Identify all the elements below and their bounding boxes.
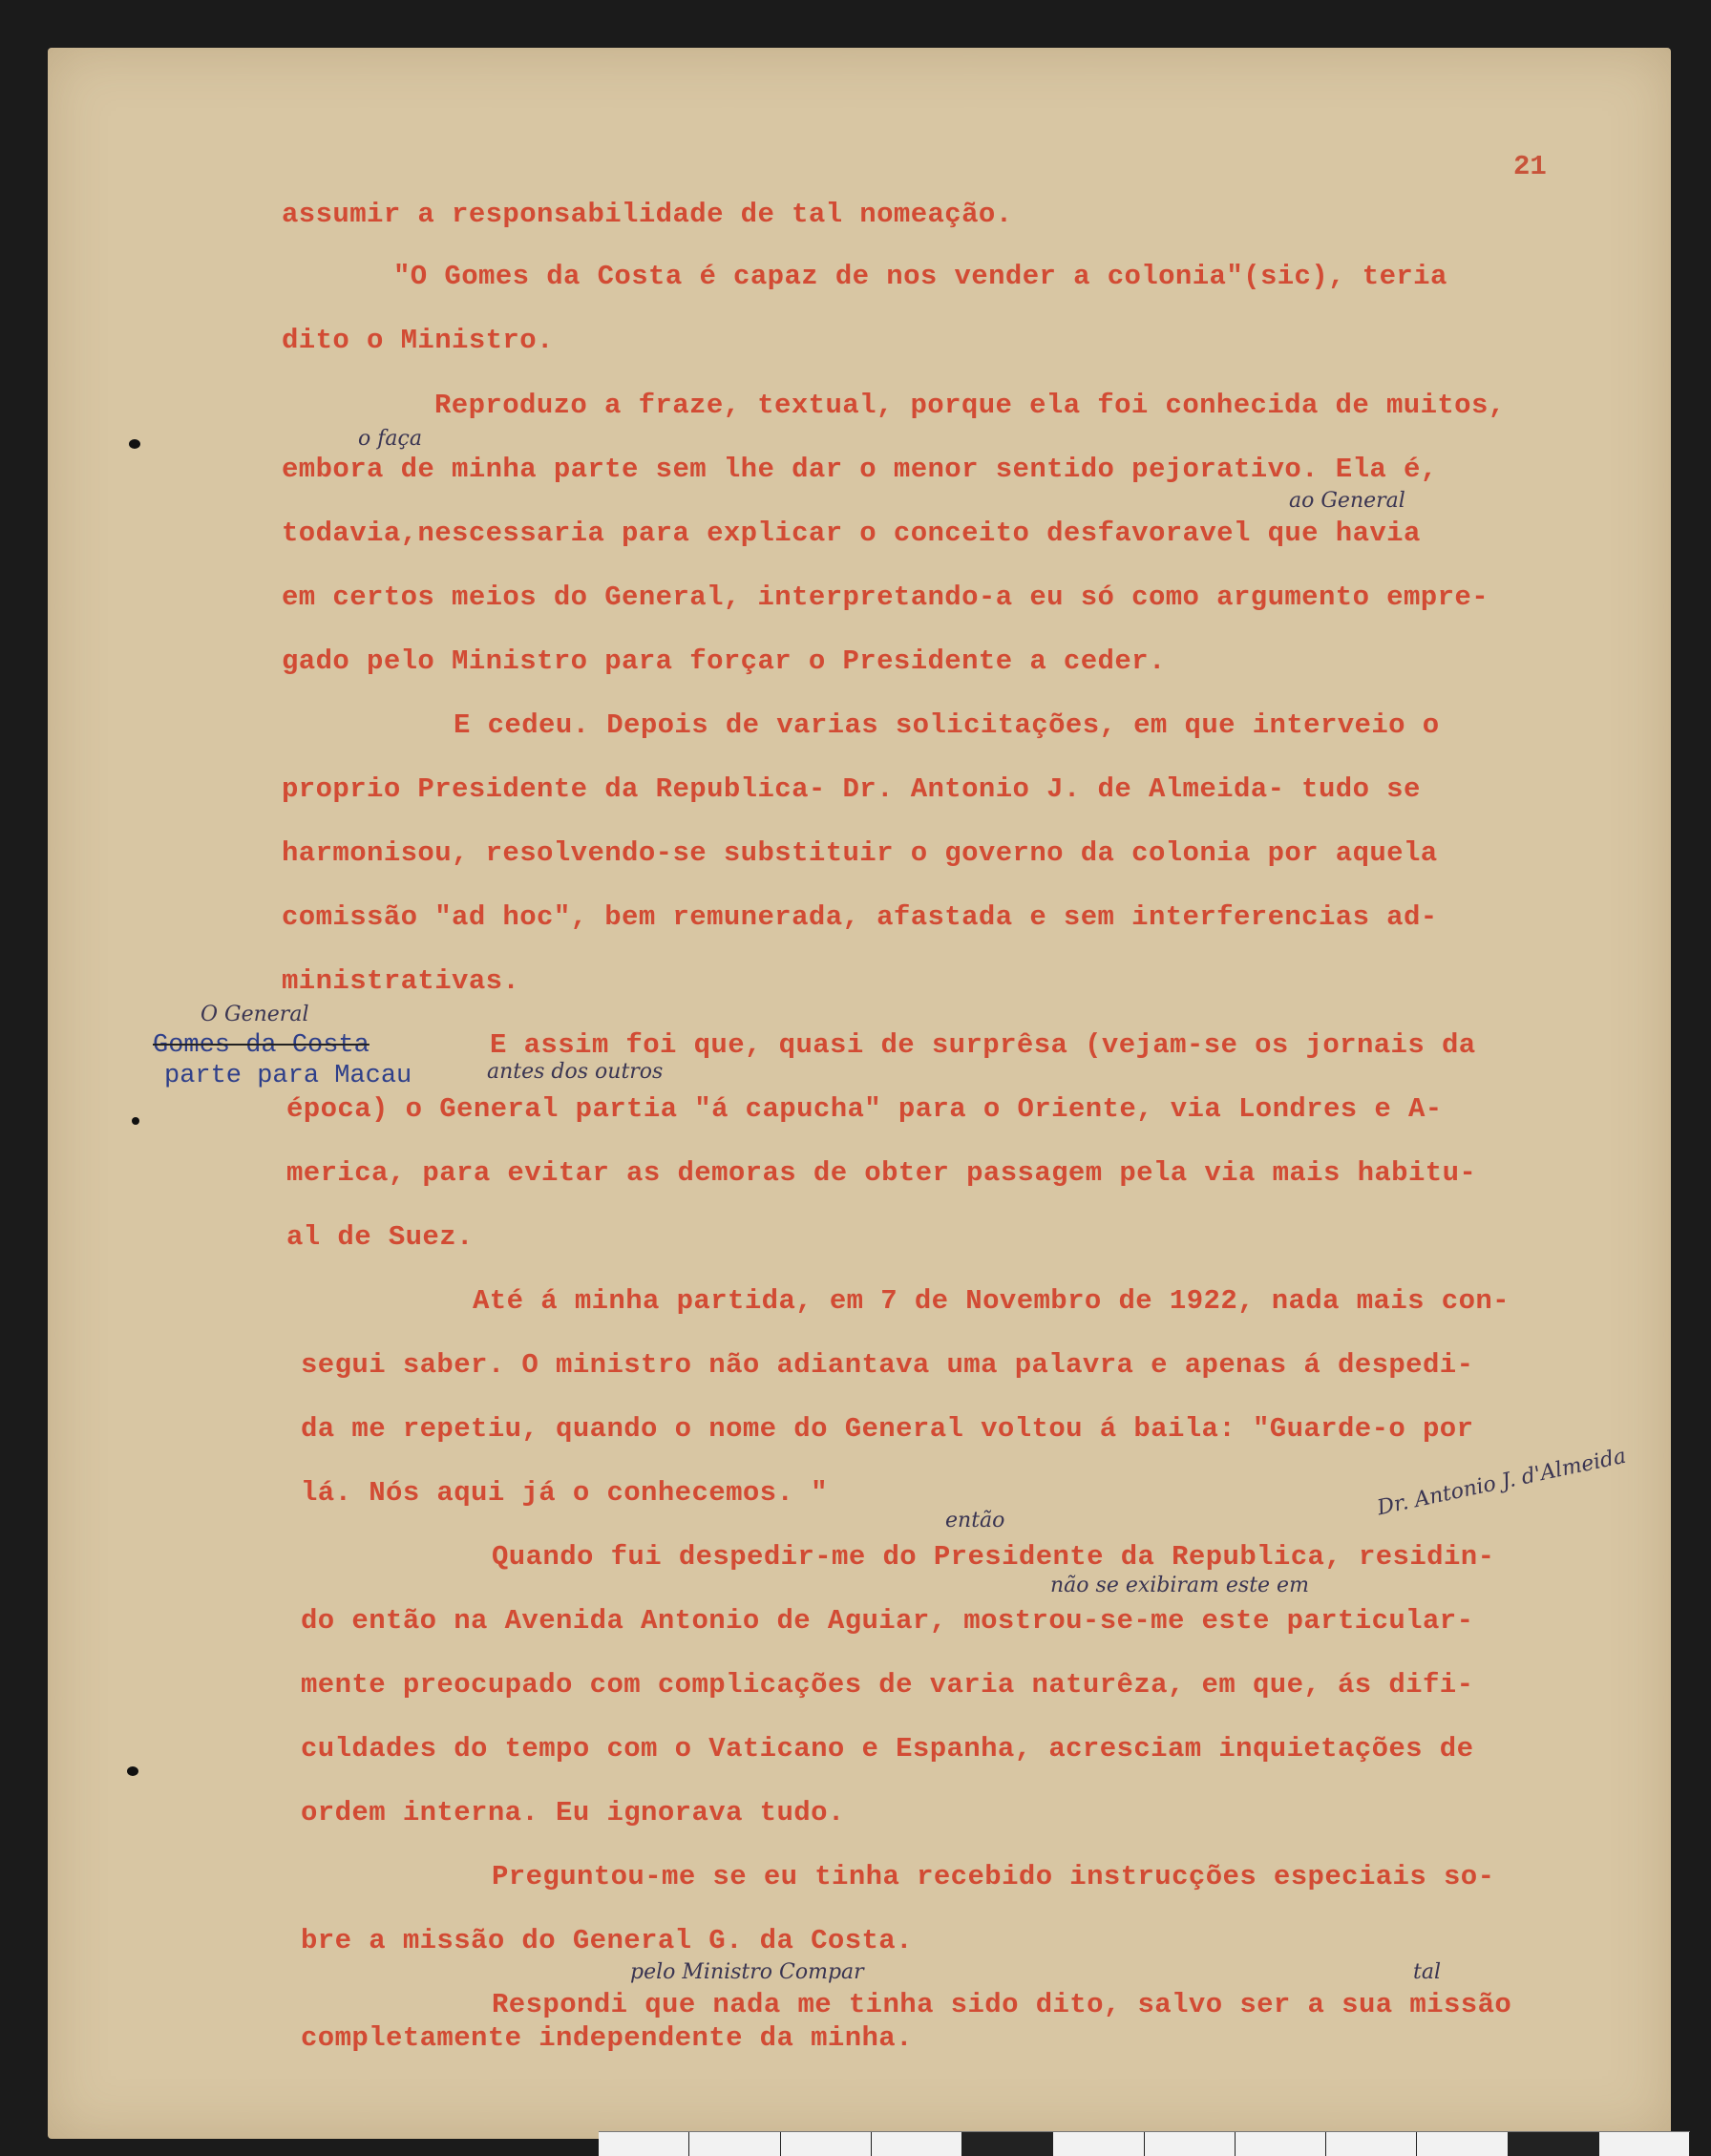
text-line-5: embora de minha parte sem lhe dar o menor sentido pejorativo. Ela é, <box>282 454 1438 485</box>
text-line-10: proprio Presidente da Republica- Dr. Antonio J. de Almeida- tudo se <box>282 773 1421 805</box>
text-line-4: Reproduzo a fraze, textual, porque ela foi conhecida de muitos, <box>434 390 1506 421</box>
text-line-19: segui saber. O ministro não adiantava uma palavra e apenas á despedi- <box>301 1349 1474 1381</box>
text-line-15: época) o General partia "á capucha" para o Oriente, via Londres e A- <box>286 1093 1443 1125</box>
text-line-13: ministrativas. <box>282 965 520 997</box>
punch-hole-3 <box>127 1766 138 1776</box>
text-line-3: dito o Ministro. <box>282 325 554 356</box>
text-line-1: assumir a responsabilidade de tal nomeação. <box>282 199 1013 230</box>
punch-hole-2 <box>132 1117 139 1125</box>
text-line-27: Preguntou-me se eu tinha recebido instrucções especiais so- <box>492 1861 1495 1892</box>
annotation-tal: tal <box>1413 1960 1441 1984</box>
text-line-14: E assim foi que, quasi de surprêsa (vejam-se os jornais da <box>490 1029 1476 1061</box>
annotation-nao-se-exibiram: não se exibiram este em <box>1050 1574 1309 1597</box>
text-line-17: al de Suez. <box>286 1221 474 1253</box>
text-line-30: completamente independente da minha. <box>301 2022 913 2054</box>
scale-ruler <box>599 2131 1690 2156</box>
text-line-6: todavia,nescessaria para explicar o conceito desfavoravel que havia <box>282 518 1421 549</box>
margin-general-handwritten: O General <box>201 1003 309 1026</box>
annotation-dr-antonio: Dr. Antonio J. d'Almeida <box>1375 1444 1629 1521</box>
text-line-20: da me repetiu, quando o nome do General voltou á baila: "Guarde-o por <box>301 1413 1474 1445</box>
margin-struck-text: Gomes da Costa <box>153 1031 370 1060</box>
text-line-2: "O Gomes da Costa é capaz de nos vender a colonia"(sic), teria <box>393 261 1447 292</box>
page-number: 21 <box>1513 151 1547 182</box>
text-line-8: gado pelo Ministro para forçar o Presidente a ceder. <box>282 645 1166 677</box>
text-line-7: em certos meios do General, interpretando-a eu só como argumento empre- <box>282 581 1489 613</box>
punch-hole-1 <box>129 439 140 449</box>
text-line-16: merica, para evitar as demoras de obter passagem pela via mais habitu- <box>286 1157 1477 1189</box>
text-line-22: Quando fui despedir-me do Presidente da Republica, residin- <box>492 1541 1495 1573</box>
text-line-9: E cedeu. Depois de varias solicitações, em que interveio o <box>454 709 1440 741</box>
annotation-antes-dos-outros: antes dos outros <box>487 1060 664 1084</box>
text-line-21: lá. Nós aqui já o conhecemos. " <box>301 1477 828 1509</box>
document-page <box>48 48 1671 2139</box>
margin-note: parte para Macau <box>164 1062 412 1090</box>
annotation-o-faca: o faça <box>358 427 422 451</box>
text-line-18: Até á minha partida, em 7 de Novembro de 1922, nada mais con- <box>473 1285 1510 1317</box>
text-line-25: culdades do tempo com o Vaticano e Espanha, acresciam inquietações de <box>301 1733 1474 1765</box>
annotation-pelo-ministro: pelo Ministro Compar <box>630 1960 864 1984</box>
text-line-24: mente preocupado com complicações de varia naturêza, em que, ás difi- <box>301 1669 1474 1701</box>
text-line-29: Respondi que nada me tinha sido dito, salvo ser a sua missão <box>492 1989 1512 2020</box>
text-line-12: comissão "ad hoc", bem remunerada, afastada e sem interferencias ad- <box>282 901 1438 933</box>
text-line-11: harmonisou, resolvendo-se substituir o governo da colonia por aquela <box>282 837 1438 869</box>
text-line-26: ordem interna. Eu ignorava tudo. <box>301 1797 845 1828</box>
text-line-28: bre a missão do General G. da Costa. <box>301 1925 913 1956</box>
text-line-23: do então na Avenida Antonio de Aguiar, mostrou-se-me este particular- <box>301 1605 1474 1637</box>
annotation-entao: então <box>945 1509 1005 1532</box>
annotation-ao-general: ao General <box>1289 489 1405 513</box>
